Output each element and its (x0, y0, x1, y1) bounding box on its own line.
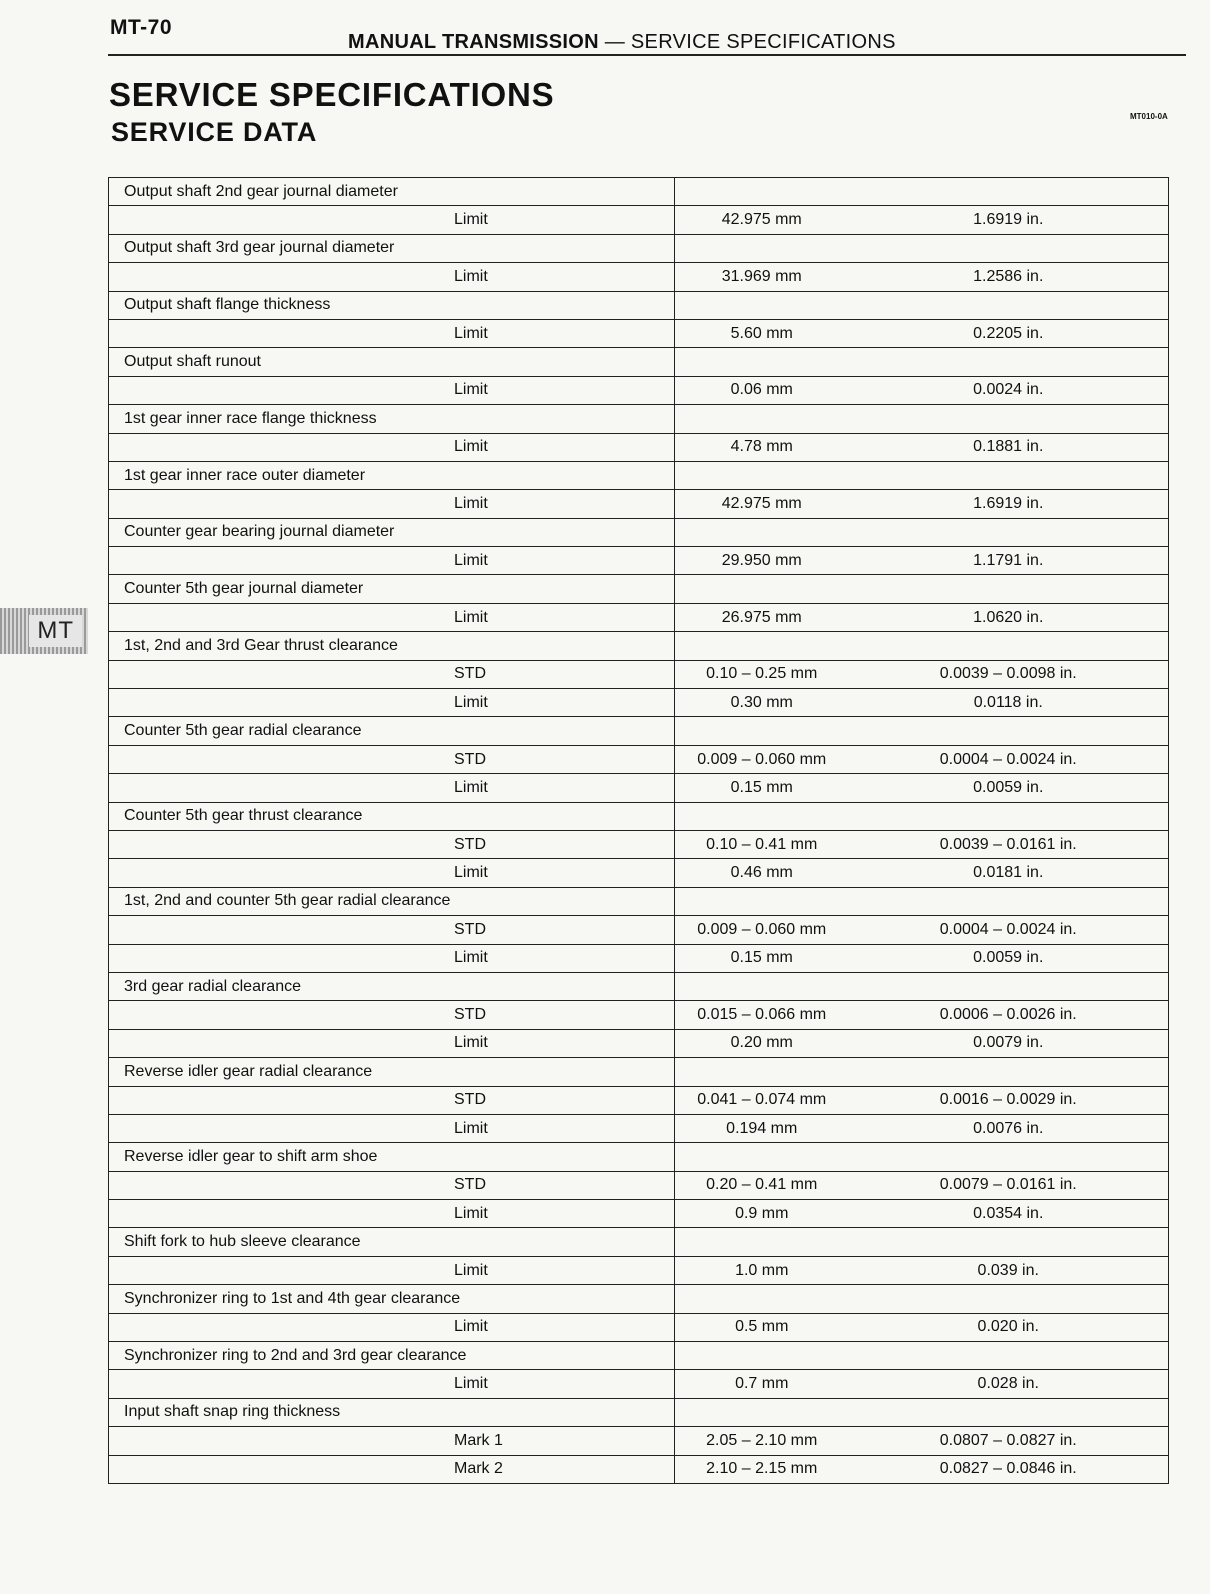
spec-item-label: 1st, 2nd and counter 5th gear radial clearance (109, 887, 675, 915)
spec-value-inch: 0.0004 – 0.0024 in. (849, 745, 1169, 773)
spec-item-label: Synchronizer ring to 2nd and 3rd gear clearance (109, 1342, 675, 1370)
spec-value-inch: 0.1881 in. (849, 433, 1169, 461)
spec-value-inch: 0.0039 – 0.0098 in. (849, 660, 1169, 688)
spec-item-row (109, 717, 1169, 745)
spec-value-mm: 0.10 – 0.41 mm (675, 830, 849, 858)
spec-item-row (109, 405, 1169, 433)
spec-value-inch: 0.2205 in. (849, 319, 1169, 347)
spec-value-inch: 0.0118 in. (849, 689, 1169, 717)
spec-item-empty-cell (675, 1228, 1169, 1256)
spec-value-row (109, 774, 1169, 802)
spec-value-mm: 0.20 mm (675, 1029, 849, 1057)
spec-item-label: 1st gear inner race outer diameter (109, 461, 675, 489)
spec-condition: Limit (109, 206, 675, 234)
spec-condition: STD (109, 745, 675, 773)
spec-condition: Limit (109, 263, 675, 291)
spec-item-label: 1st, 2nd and 3rd Gear thrust clearance (109, 632, 675, 660)
spec-item-row (109, 632, 1169, 660)
spec-item-label: 3rd gear radial clearance (109, 972, 675, 1000)
spec-item-label: Synchronizer ring to 1st and 4th gear clearance (109, 1285, 675, 1313)
spec-item-label: Output shaft 2nd gear journal diameter (109, 178, 675, 206)
spec-value-row (109, 1200, 1169, 1228)
spec-value-row (109, 490, 1169, 518)
spec-item-row (109, 1228, 1169, 1256)
spec-condition: Limit (109, 689, 675, 717)
spec-value-inch: 0.0059 in. (849, 774, 1169, 802)
spec-condition: STD (109, 916, 675, 944)
spec-value-mm: 0.5 mm (675, 1313, 849, 1341)
spec-value-row (109, 1171, 1169, 1199)
spec-value-mm: 5.60 mm (675, 319, 849, 347)
spec-item-empty-cell (675, 405, 1169, 433)
spec-item-empty-cell (675, 1342, 1169, 1370)
spec-value-mm: 42.975 mm (675, 490, 849, 518)
side-tab (0, 608, 88, 654)
spec-condition: Limit (109, 433, 675, 461)
running-header-subject: SERVICE SPECIFICATIONS (630, 31, 896, 53)
spec-condition: Limit (109, 490, 675, 518)
running-header (348, 31, 896, 54)
spec-value-mm: 0.041 – 0.074 mm (675, 1086, 849, 1114)
running-header-section: MANUAL TRANSMISSION (348, 31, 599, 53)
spec-value-inch: 1.2586 in. (849, 263, 1169, 291)
spec-item-empty-cell (675, 1058, 1169, 1086)
running-header-separator: — (604, 31, 626, 53)
spec-value-mm: 0.009 – 0.060 mm (675, 745, 849, 773)
spec-value-mm: 4.78 mm (675, 433, 849, 461)
spec-value-mm: 0.20 – 0.41 mm (675, 1171, 849, 1199)
spec-value-inch: 0.0004 – 0.0024 in. (849, 916, 1169, 944)
spec-item-label: Counter gear bearing journal diameter (109, 518, 675, 546)
spec-value-inch: 1.6919 in. (849, 490, 1169, 518)
spec-value-mm: 0.30 mm (675, 689, 849, 717)
spec-value-mm: 0.9 mm (675, 1200, 849, 1228)
spec-item-empty-cell (675, 1143, 1169, 1171)
spec-condition: Mark 2 (109, 1455, 675, 1483)
spec-value-row (109, 830, 1169, 858)
spec-value-row (109, 1256, 1169, 1284)
spec-condition: Limit (109, 944, 675, 972)
spec-value-row (109, 547, 1169, 575)
spec-item-empty-cell (675, 518, 1169, 546)
spec-value-row (109, 206, 1169, 234)
spec-condition: Limit (109, 859, 675, 887)
document-code: MT010-0A (1130, 112, 1168, 121)
spec-item-row (109, 1342, 1169, 1370)
spec-condition: Limit (109, 1256, 675, 1284)
spec-item-label: Output shaft flange thickness (109, 291, 675, 319)
spec-item-row (109, 461, 1169, 489)
spec-item-label: 1st gear inner race flange thickness (109, 405, 675, 433)
spec-value-row (109, 916, 1169, 944)
spec-value-inch: 0.0827 – 0.0846 in. (849, 1455, 1169, 1483)
service-data-table (108, 177, 1169, 1484)
spec-item-empty-cell (675, 887, 1169, 915)
subsection-title: SERVICE DATA (111, 117, 318, 147)
spec-item-empty-cell (675, 1398, 1169, 1426)
spec-value-row (109, 319, 1169, 347)
spec-value-inch: 0.039 in. (849, 1256, 1169, 1284)
spec-item-empty-cell (675, 348, 1169, 376)
spec-value-inch: 0.020 in. (849, 1313, 1169, 1341)
spec-item-row (109, 348, 1169, 376)
spec-value-mm: 0.15 mm (675, 944, 849, 972)
spec-value-inch: 0.0024 in. (849, 376, 1169, 404)
spec-item-label: Input shaft snap ring thickness (109, 1398, 675, 1426)
spec-item-empty-cell (675, 178, 1169, 206)
spec-item-label: Counter 5th gear journal diameter (109, 575, 675, 603)
spec-value-row (109, 1029, 1169, 1057)
spec-value-mm: 31.969 mm (675, 263, 849, 291)
spec-value-inch: 0.0079 – 0.0161 in. (849, 1171, 1169, 1199)
spec-condition: STD (109, 1001, 675, 1029)
spec-value-mm: 0.46 mm (675, 859, 849, 887)
spec-value-mm: 29.950 mm (675, 547, 849, 575)
spec-value-inch: 0.0354 in. (849, 1200, 1169, 1228)
spec-item-label: Counter 5th gear radial clearance (109, 717, 675, 745)
spec-item-row (109, 887, 1169, 915)
spec-item-label: Reverse idler gear radial clearance (109, 1058, 675, 1086)
spec-value-mm: 0.10 – 0.25 mm (675, 660, 849, 688)
spec-condition: STD (109, 830, 675, 858)
spec-item-row (109, 972, 1169, 1000)
spec-item-label: Output shaft runout (109, 348, 675, 376)
spec-item-row (109, 802, 1169, 830)
spec-condition: Limit (109, 319, 675, 347)
spec-value-inch: 0.0059 in. (849, 944, 1169, 972)
spec-item-row (109, 178, 1169, 206)
spec-value-inch: 1.1791 in. (849, 547, 1169, 575)
spec-item-label: Reverse idler gear to shift arm shoe (109, 1143, 675, 1171)
page-number: MT-70 (110, 16, 173, 39)
spec-item-row (109, 234, 1169, 262)
spec-value-mm: 0.15 mm (675, 774, 849, 802)
service-data-table-body (109, 178, 1169, 1484)
spec-value-mm: 1.0 mm (675, 1256, 849, 1284)
spec-condition: Mark 1 (109, 1427, 675, 1455)
spec-value-mm: 2.05 – 2.10 mm (675, 1427, 849, 1455)
spec-item-row (109, 1285, 1169, 1313)
spec-value-inch: 0.0016 – 0.0029 in. (849, 1086, 1169, 1114)
spec-condition: Limit (109, 1029, 675, 1057)
spec-item-empty-cell (675, 461, 1169, 489)
spec-item-label: Counter 5th gear thrust clearance (109, 802, 675, 830)
spec-value-inch: 0.0076 in. (849, 1114, 1169, 1142)
spec-value-row (109, 433, 1169, 461)
spec-condition: STD (109, 1171, 675, 1199)
spec-item-empty-cell (675, 291, 1169, 319)
spec-item-label: Output shaft 3rd gear journal diameter (109, 234, 675, 262)
spec-value-row (109, 660, 1169, 688)
spec-value-row (109, 944, 1169, 972)
spec-item-empty-cell (675, 234, 1169, 262)
spec-item-row (109, 1058, 1169, 1086)
spec-item-empty-cell (675, 972, 1169, 1000)
spec-value-mm: 42.975 mm (675, 206, 849, 234)
spec-item-label: Shift fork to hub sleeve clearance (109, 1228, 675, 1256)
side-tab-label: MT (29, 615, 82, 647)
spec-value-row (109, 376, 1169, 404)
spec-value-inch: 0.028 in. (849, 1370, 1169, 1398)
spec-item-row (109, 1398, 1169, 1426)
spec-value-mm: 0.7 mm (675, 1370, 849, 1398)
spec-item-row (109, 1143, 1169, 1171)
spec-value-row (109, 1370, 1169, 1398)
spec-condition: Limit (109, 547, 675, 575)
spec-value-row (109, 689, 1169, 717)
spec-value-mm: 2.10 – 2.15 mm (675, 1455, 849, 1483)
spec-value-mm: 0.015 – 0.066 mm (675, 1001, 849, 1029)
section-title: SERVICE SPECIFICATIONS (109, 76, 555, 113)
spec-value-mm: 0.194 mm (675, 1114, 849, 1142)
header-rule (108, 54, 1186, 56)
spec-value-row (109, 1114, 1169, 1142)
spec-value-row (109, 745, 1169, 773)
spec-condition: Limit (109, 774, 675, 802)
spec-value-mm: 0.06 mm (675, 376, 849, 404)
spec-value-row (109, 859, 1169, 887)
spec-value-row (109, 263, 1169, 291)
spec-value-inch: 0.0079 in. (849, 1029, 1169, 1057)
spec-item-empty-cell (675, 717, 1169, 745)
spec-condition: Limit (109, 603, 675, 631)
spec-item-empty-cell (675, 802, 1169, 830)
spec-value-inch: 0.0039 – 0.0161 in. (849, 830, 1169, 858)
spec-item-row (109, 291, 1169, 319)
spec-value-row (109, 1455, 1169, 1483)
spec-value-inch: 0.0807 – 0.0827 in. (849, 1427, 1169, 1455)
spec-condition: Limit (109, 1114, 675, 1142)
spec-condition: Limit (109, 1370, 675, 1398)
spec-value-row (109, 1313, 1169, 1341)
spec-value-inch: 0.0006 – 0.0026 in. (849, 1001, 1169, 1029)
spec-value-mm: 26.975 mm (675, 603, 849, 631)
spec-item-row (109, 575, 1169, 603)
spec-value-row (109, 603, 1169, 631)
spec-value-mm: 0.009 – 0.060 mm (675, 916, 849, 944)
spec-condition: Limit (109, 1313, 675, 1341)
spec-item-row (109, 518, 1169, 546)
spec-condition: Limit (109, 1200, 675, 1228)
spec-item-empty-cell (675, 1285, 1169, 1313)
spec-value-inch: 0.0181 in. (849, 859, 1169, 887)
spec-condition: STD (109, 660, 675, 688)
spec-condition: Limit (109, 376, 675, 404)
spec-value-inch: 1.0620 in. (849, 603, 1169, 631)
spec-item-empty-cell (675, 632, 1169, 660)
spec-value-row (109, 1001, 1169, 1029)
spec-condition: STD (109, 1086, 675, 1114)
spec-item-empty-cell (675, 575, 1169, 603)
spec-value-row (109, 1086, 1169, 1114)
spec-value-inch: 1.6919 in. (849, 206, 1169, 234)
spec-value-row (109, 1427, 1169, 1455)
